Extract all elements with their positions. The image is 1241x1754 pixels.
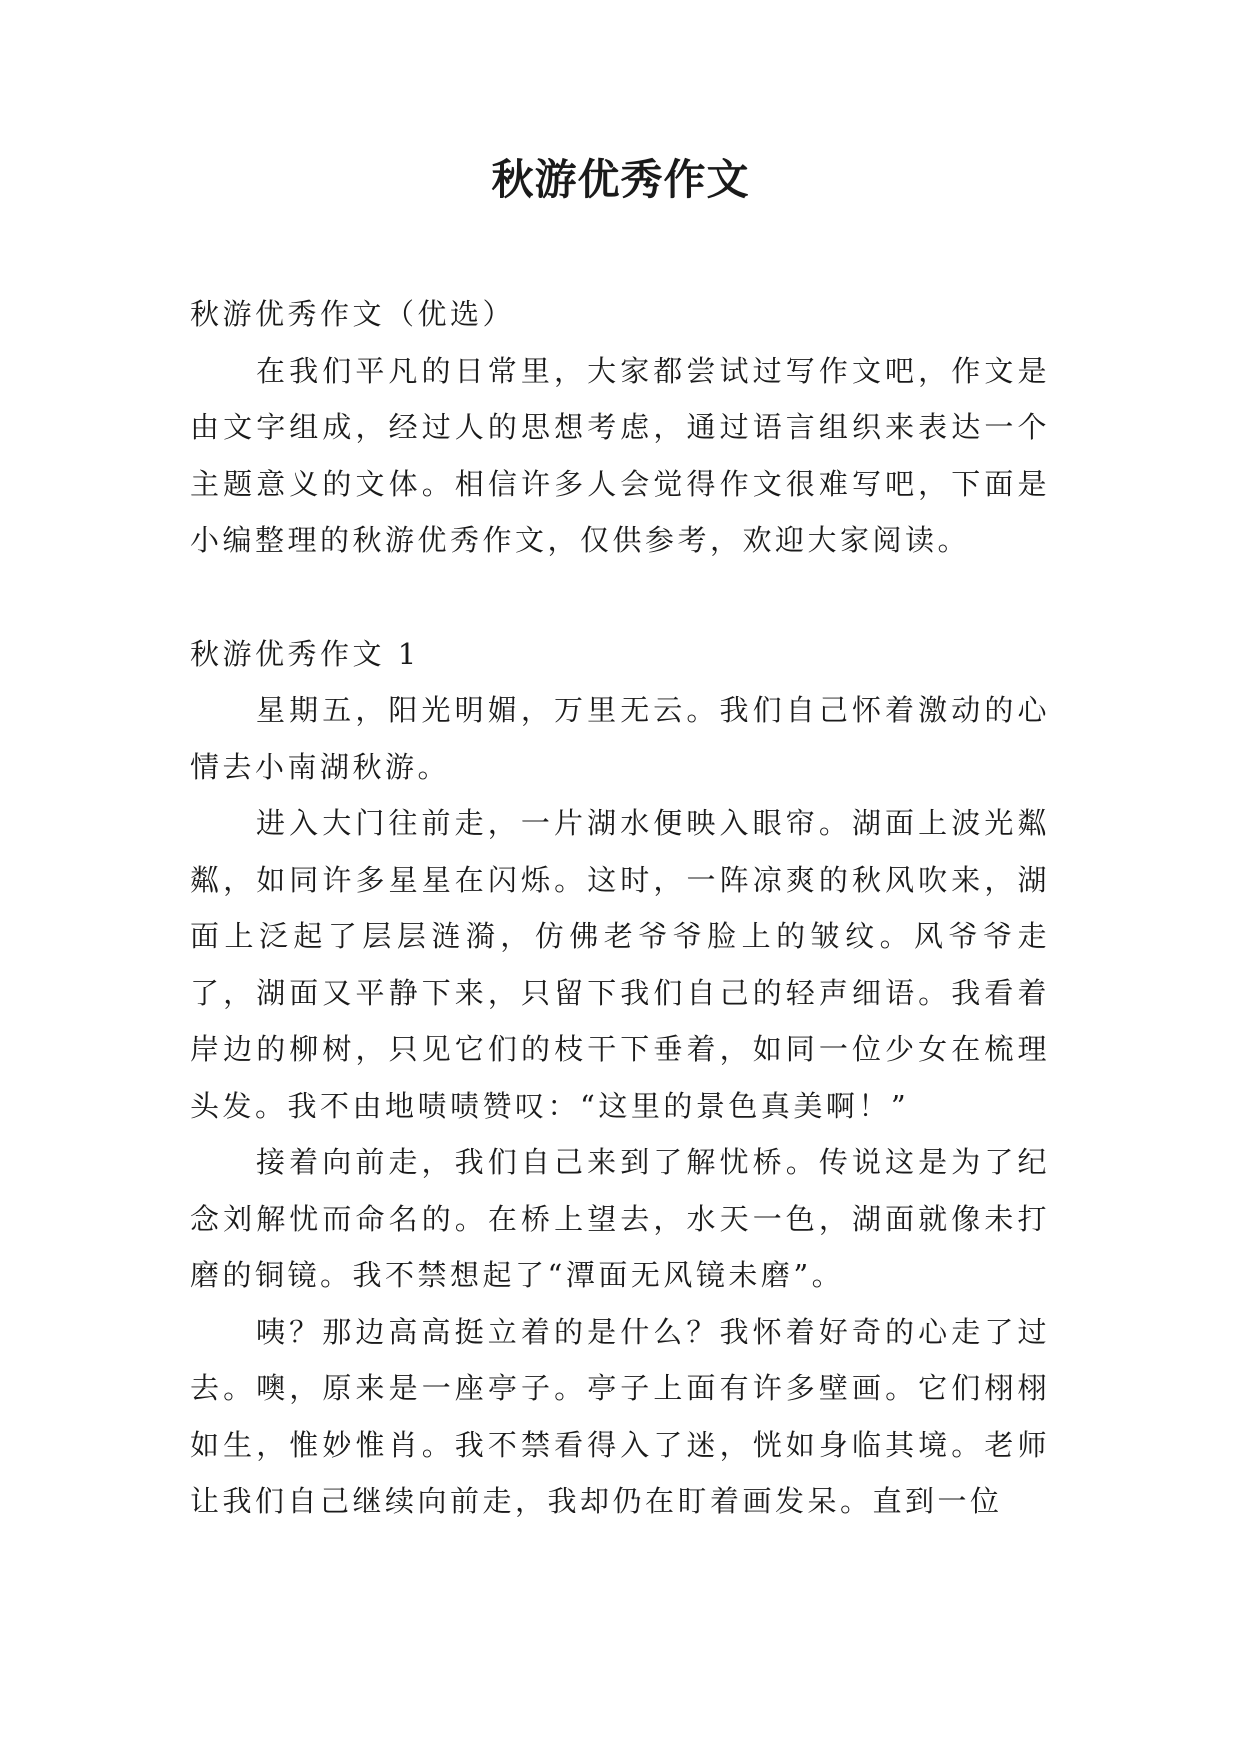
body-paragraph: 星期五，阳光明媚，万里无云。我们自己怀着激动的心情去小南湖秋游。 xyxy=(190,693,1050,784)
document-body xyxy=(190,286,1050,1530)
intro-paragraph: 在我们平凡的日常里，大家都尝试过写作文吧，作文是由文字组成，经过人的思想考虑，通过语言组织来表达一个主题意义的文体。相信许多人会觉得作文很难写吧，下面是小编整理的秋游优秀作文，仅供参考，欢迎大家阅读。 xyxy=(190,353,1050,557)
body-paragraph: 进入大门往前走，一片湖水便映入眼帘。湖面上波光粼粼，如同许多星星在闪烁。这时，一阵凉爽的秋风吹来，湖面上泛起了层层涟漪，仿佛老爷爷脸上的皱纹。风爷爷走了，湖面又平静下来，只留下我们自己的轻声细语。我看着岸边的柳树，只见它们的枝干下垂着，如同一位少女在梳理头发。我不由地啧啧赞叹：“这里的景色真美啊！” xyxy=(190,806,1050,1123)
section-heading: 秋游优秀作文 1 xyxy=(190,636,420,671)
section-spacer xyxy=(190,569,1050,626)
body-paragraph: 接着向前走，我们自己来到了解忧桥。传说这是为了纪念刘解忧而命名的。在桥上望去，水天一色，湖面就像未打磨的铜镜。我不禁想起了“潭面无风镜未磨”。 xyxy=(190,1145,1050,1292)
document-title: 秋游优秀作文 xyxy=(491,155,750,204)
body-paragraph: 咦？那边高高挺立着的是什么？我怀着好奇的心走了过去。噢，原来是一座亭子。亭子上面有许多壁画。它们栩栩如生，惟妙惟肖。我不禁看得入了迷，恍如身临其境。老师让我们自己继续向前走，我却仍在盯着画发呆。直到一位 xyxy=(190,1314,1050,1518)
intro-heading: 秋游优秀作文（优选） xyxy=(190,297,516,331)
